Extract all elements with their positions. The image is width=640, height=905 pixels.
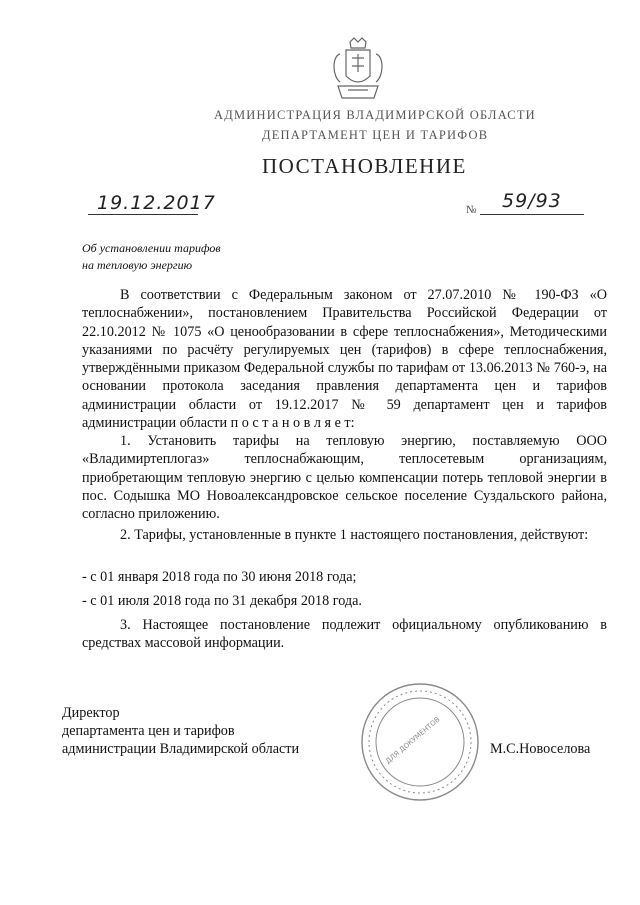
subject-line2: на тепловую энергию bbox=[82, 258, 193, 272]
document-title: ПОСТАНОВЛЕНИЕ bbox=[262, 154, 467, 178]
document-number: 59/93 bbox=[502, 190, 562, 212]
period-2: - с 01 июля 2018 года по 31 декабря 2018 года. bbox=[82, 593, 362, 609]
number-label: № bbox=[466, 204, 477, 216]
subject-line1: Об установлении тарифов bbox=[82, 241, 221, 255]
signer-position-line2: департамента цен и тарифов bbox=[62, 723, 235, 739]
period-1: - с 01 января 2018 года по 30 июня 2018 года; bbox=[82, 569, 357, 585]
document-date: 19.12.2017 bbox=[97, 192, 216, 214]
seal-stamp-icon bbox=[358, 680, 482, 804]
item-3-paragraph: 3. Настоящее постановление подлежит официальному опубликованию в средствах массовой информации. bbox=[82, 617, 607, 652]
org-name-line1: АДМИНИСТРАЦИЯ ВЛАДИМИРСКОЙ ОБЛАСТИ bbox=[214, 108, 536, 122]
signer-name: М.С.Новоселова bbox=[490, 741, 591, 757]
item-1-paragraph: 1. Установить тарифы на тепловую энергию, поставляемую ООО «Владимиртеплогаз» теплоснабжающим, теплосетевым организациям, приобретающим тепловую энергию с целью компенсации потерь тепловой энергии в пос. Содышка МО Новоалександровское сельское поселение Суздальского района, согласно приложению. bbox=[82, 433, 607, 523]
coat-of-arms-icon bbox=[328, 36, 388, 102]
signer-position-line1: Директор bbox=[62, 705, 120, 721]
org-name-line2: ДЕПАРТАМЕНТ ЦЕН И ТАРИФОВ bbox=[262, 128, 489, 142]
item-2-paragraph: 2. Тарифы, установленные в пункте 1 настоящего постановления, действуют: bbox=[120, 527, 589, 543]
seal-text: ДЛЯ ДОКУМЕНТОВ bbox=[384, 715, 442, 766]
date-underline bbox=[88, 214, 198, 215]
number-underline bbox=[480, 214, 584, 215]
intro-paragraph: В соответствии с Федеральным законом от 27.07.2010 № 190-ФЗ «О теплоснабжении», постановлением Правительства Российской Федерации от 22.10.2012 № 1075 «О ценообразовании в сфере теплоснабжения», Методическими указаниями по расчёту регулируемых цен (тарифов) в сфере теплоснабжения, утверждёнными приказом Федеральной службы по тарифам от 13.06.2013 № 760-э, на основании протокола заседания правления департамента цен и тарифов администрации области от 19.12.2017 № 59 департамент цен и тарифов администрации области п о с т а н о в л я е т: bbox=[82, 287, 607, 432]
signer-position-line3: администрации Владимирской области bbox=[62, 741, 300, 757]
